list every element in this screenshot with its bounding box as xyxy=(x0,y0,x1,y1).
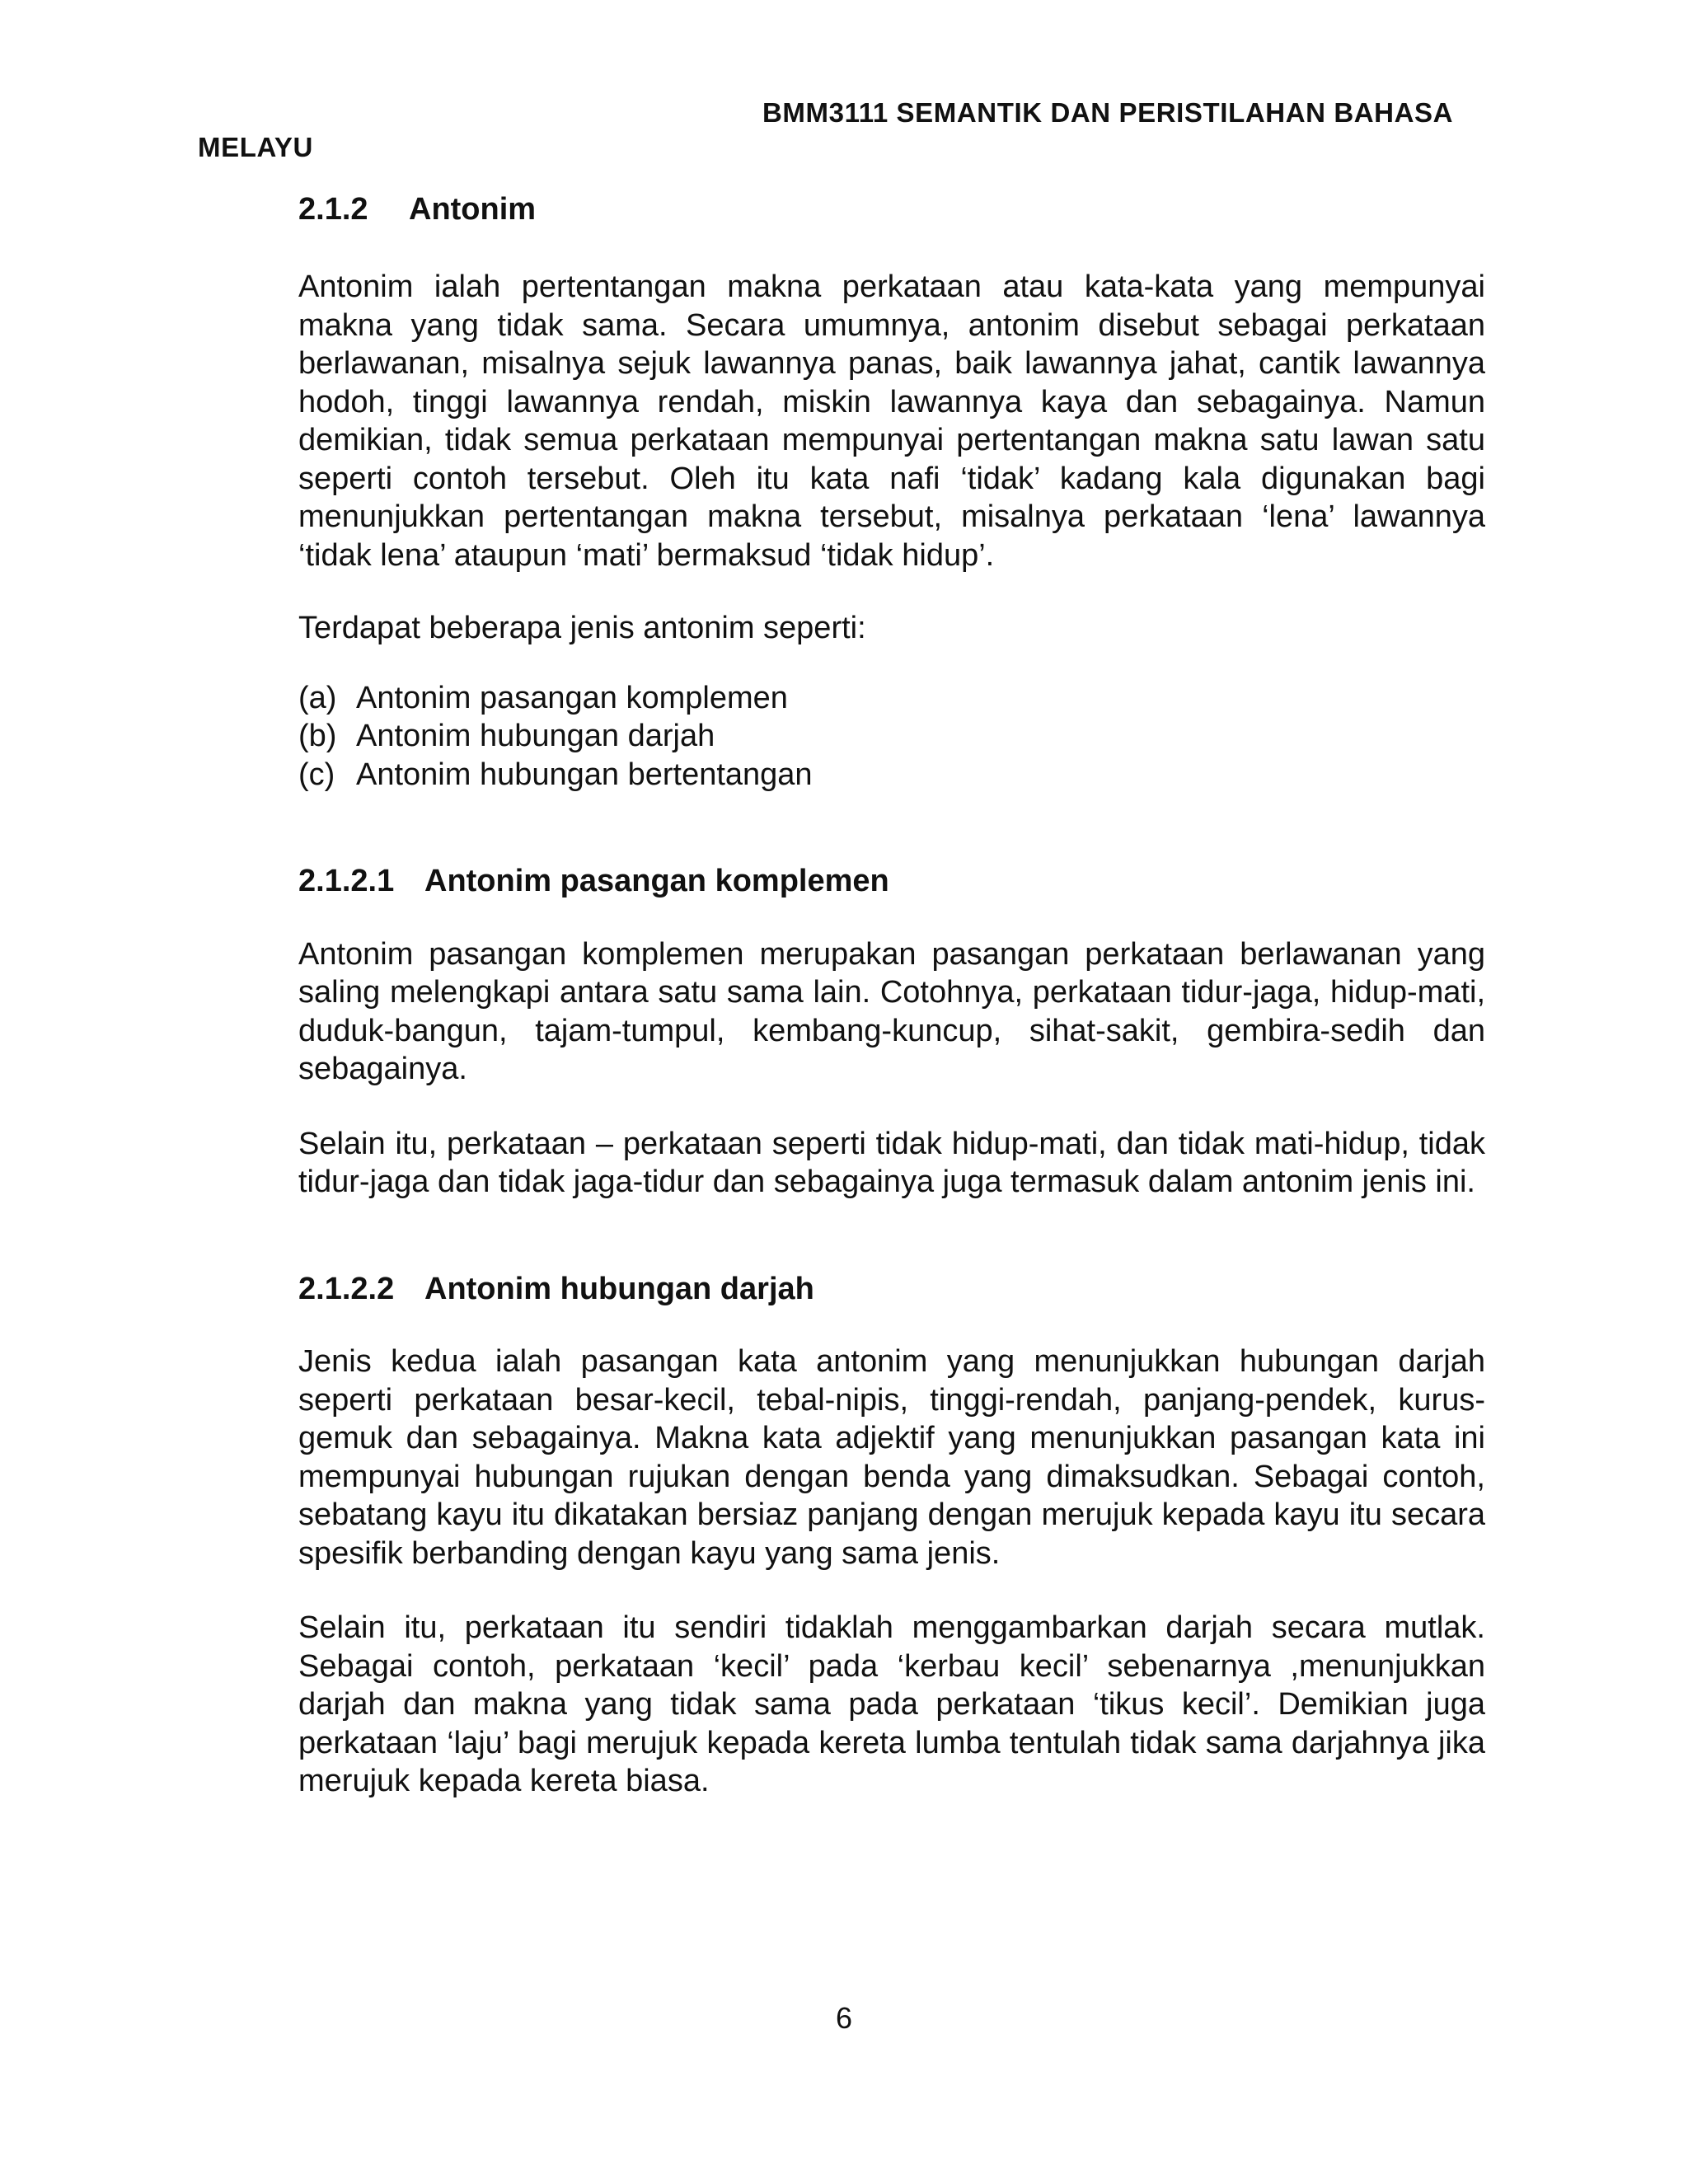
paragraph: Selain itu, perkataan – perkataan seperti tidak hidup-mati, dan tidak mati-hidup, tidak tidur-jaga dan tidak jaga-tidur dan sebagainya juga termasuk dalam antonim jenis ini. xyxy=(298,1126,1485,1200)
section-number: 2.1.2 xyxy=(298,192,368,227)
list-item xyxy=(298,717,1485,756)
list-item xyxy=(298,679,1485,718)
section-title: Antonim pasangan komplemen xyxy=(424,864,889,899)
list-marker: (c) xyxy=(298,757,335,792)
running-header: BMM3111 SEMANTIK DAN PERISTILAHAN BAHASA xyxy=(762,97,1454,128)
paragraph: Terdapat beberapa jenis antonim seperti: xyxy=(298,611,866,646)
section-title: Antonim hubungan darjah xyxy=(424,1271,814,1306)
section-number: 2.1.2.1 xyxy=(298,864,395,899)
antonym-types-list xyxy=(298,679,1485,794)
section-heading-2-1-2 xyxy=(298,190,1485,230)
page-number: 6 xyxy=(835,2001,853,2035)
list-marker: (a) xyxy=(298,680,337,715)
running-header-continuation: MELAYU xyxy=(198,132,313,162)
section-number: 2.1.2.2 xyxy=(298,1271,395,1306)
list-item-text: Antonim pasangan komplemen xyxy=(356,680,788,715)
paragraph: Antonim pasangan komplemen merupakan pasangan perkataan berlawanan yang saling melengkapi antara satu sama lain. Cotohnya, perkataan tidur-jaga, hidup-mati, duduk-bangun, tajam-tumpul, kembang-kuncup, sihat-sakit, gembira-sedih dan sebagainya. xyxy=(298,936,1485,1087)
list-item xyxy=(298,756,1485,794)
paragraph: Jenis kedua ialah pasangan kata antonim yang menunjukkan hubungan darjah seperti perkataan besar-kecil, tebal-nipis, tinggi-rendah, panjang-pendek, kurus-gemuk dan sebagainya. Makna kata adjektif yang menunjukkan pasangan kata ini mempunyai hubungan rujukan dengan benda yang dimaksudkan. Sebagai contoh, sebatang kayu itu dikatakan bersiaz panjang dengan merujuk kepada kayu itu secara spesifik berbanding dengan kayu yang sama jenis. xyxy=(298,1344,1485,1571)
page-content xyxy=(298,190,1485,1801)
list-item-text: Antonim hubungan darjah xyxy=(356,719,715,754)
list-item-text: Antonim hubungan bertentangan xyxy=(356,757,813,792)
paragraph: Selain itu, perkataan itu sendiri tidaklah menggambarkan darjah secara mutlak. Sebagai contoh, perkataan ‘kecil’ pada ‘kerbau kecil’ sebenarnya ,menunjukkan darjah dan makna yang tidak sama pada perkataan ‘tikus kecil’. Demikian juga perkataan ‘laju’ bagi merujuk kepada kereta lumba tentulah tidak sama darjahnya jika merujuk kepada kereta biasa. xyxy=(298,1610,1485,1799)
section-title: Antonim xyxy=(409,192,537,227)
list-marker: (b) xyxy=(298,719,337,754)
paragraph: Antonim ialah pertentangan makna perkataan atau kata-kata yang mempunyai makna yang tidak sama. Secara umumnya, antonim disebut sebagai perkataan berlawanan, misalnya sejuk lawannya panas, baik lawannya jahat, cantik lawannya hodoh, tinggi lawannya rendah, miskin lawannya kaya dan sebagainya. Namun demikian, tidak semua perkataan mempunyai pertentangan makna satu lawan satu seperti contoh tersebut. Oleh itu kata nafi ‘tidak’ kadang kala digunakan bagi menunjukkan pertentangan makna tersebut, misalnya perkataan ‘lena’ lawannya ‘tidak lena’ ataupun ‘mati’ bermaksud ‘tidak hidup’. xyxy=(298,269,1485,573)
section-heading-2-1-2-2 xyxy=(298,1269,1485,1310)
section-heading-2-1-2-1 xyxy=(298,861,1485,902)
